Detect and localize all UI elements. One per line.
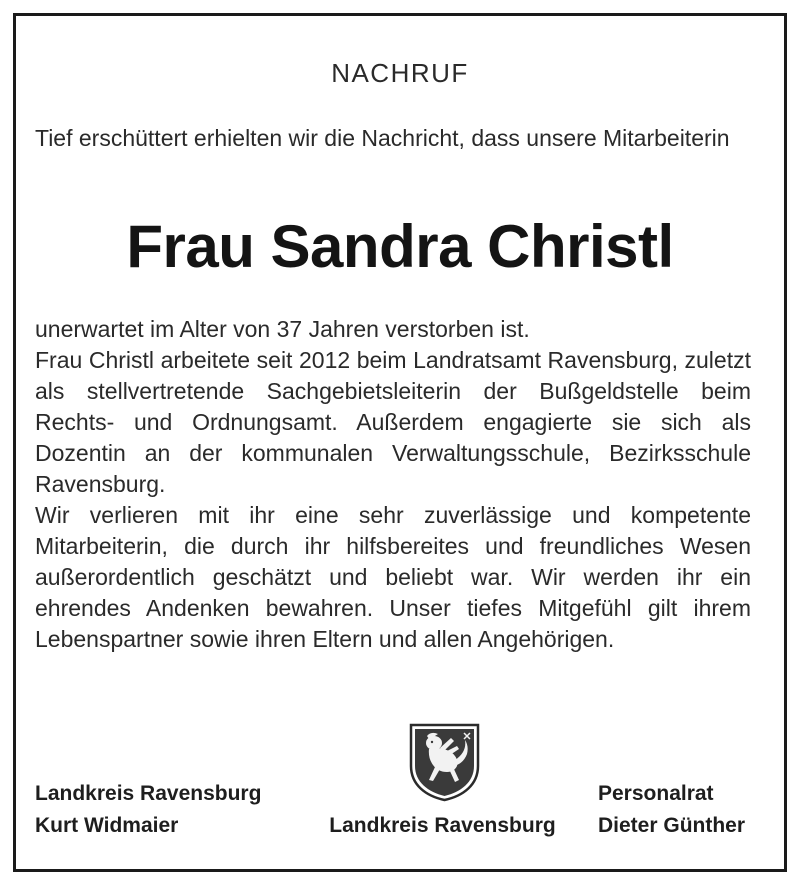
signature-right-org: Personalrat [598,782,714,805]
signature-right [598,778,745,842]
body-paragraph-3: Wir verlieren mit ihr eine sehr zuverlässige und kompetente Mitarbeiterin, die durch ihr hilfsbereites und freundliches Wesen außerordentlich geschätzt und beliebt war. Wir werden ihr ein ehrendes Andenken bewahren. Unser tiefes Mitgefühl gilt ihrem Lebenspartner sowie ihren Eltern und allen Angehörigen. [35,502,751,652]
body-paragraph-2: Frau Christl arbeitete seit 2012 beim Landratsamt Ravensburg, zuletzt als stellvertretende Sachgebietsleiterin der Bußgeldstelle beim Rechts- und Ordnungsamt. Außerdem engagierte sie sich als Dozentin an der kommunalen Verwaltungsschule, Bezirksschule Ravensburg. [35,347,751,497]
signature-right-person: Dieter Günther [598,814,746,837]
signature-left [35,778,261,842]
signature-center-org: Landkreis Ravensburg [329,814,556,837]
notice-heading: NACHRUF [331,58,469,88]
signature-left-org: Landkreis Ravensburg [35,782,262,805]
signature-center [300,810,585,842]
body-paragraph-1: unerwartet im Alter von 37 Jahren verstorben ist. [35,316,530,342]
deceased-name: Frau Sandra Christl [126,213,674,280]
obituary-body [35,314,751,655]
lion-coat-of-arms-icon [407,722,482,802]
intro-text: Tief erschüttert erhielten wir die Nachricht, dass unsere Mitarbeiterin [35,125,730,151]
signature-left-person: Kurt Widmaier [35,814,179,837]
